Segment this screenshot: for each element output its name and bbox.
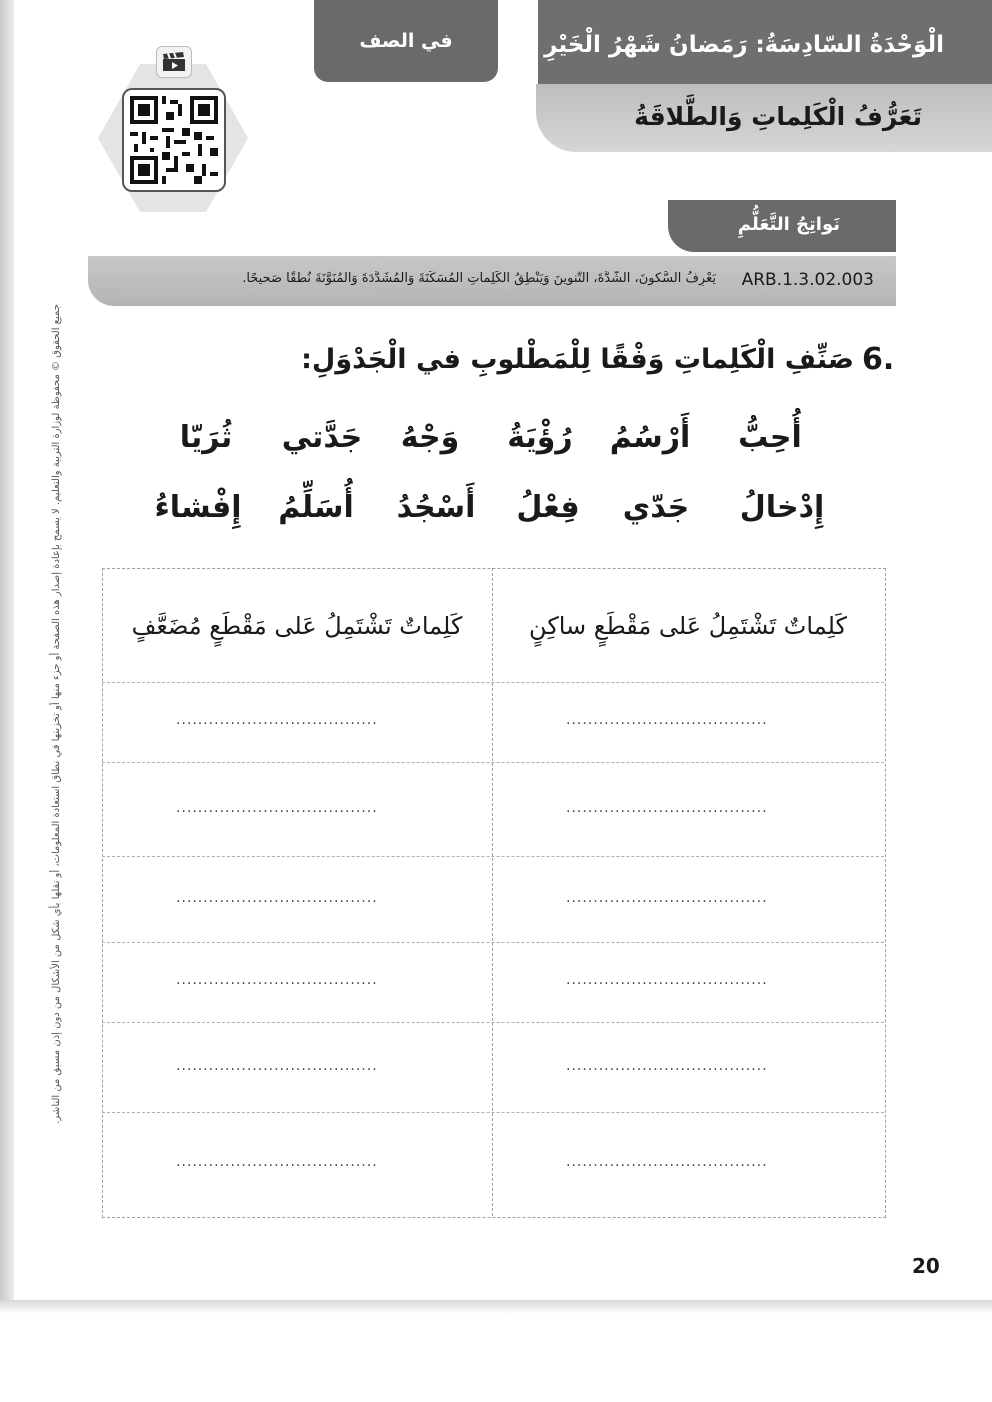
answer-blank[interactable]: .....................................: [176, 972, 378, 988]
page-edge: [0, 0, 14, 1310]
answer-blank[interactable]: .....................................: [176, 890, 378, 906]
answer-blank[interactable]: .....................................: [566, 800, 768, 816]
word-item: أُسَلِّمُ: [278, 490, 354, 525]
copyright-text: جميع الحقوق © محفوظة لوزارة التربية والتعليم. لا يسمح بإعادة إصدار هذه الصفحة أو جزء منها أو تخزينها في نطاق استعادة المعلومات، أو نقلها بأي شكل من الأشكال من دون إذن مسبق من الناشر.: [51, 304, 62, 1124]
table-header-sukun: كَلِماتٌ تَشْتَمِلُ عَلى مَقْطَعٍ ساكِنٍ: [529, 612, 847, 640]
word-item: جَدّي: [622, 490, 690, 525]
answer-blank[interactable]: .....................................: [566, 972, 768, 988]
table-header-shadda: كَلِماتٌ تَشْتَمِلُ عَلى مَقْطَعٍ مُضَعَّفٍ: [131, 612, 463, 640]
question-number: 6.: [862, 342, 895, 377]
word-item: أَرْسُمُ: [609, 420, 691, 455]
word-item: إِدْخالُ: [739, 490, 825, 525]
word-item: أَسْجُدُ: [396, 490, 476, 525]
word-item: جَدَّتي: [281, 420, 363, 455]
word-item: رُؤْيَةُ: [507, 420, 573, 455]
table-column-divider: [492, 568, 493, 1216]
learning-outcomes-bar: [88, 256, 896, 306]
learning-outcomes-label: نَواتِجُ التَّعَلُّمِ: [737, 214, 840, 235]
answer-blank[interactable]: .....................................: [566, 1058, 768, 1074]
page-bottom-shadow: [0, 1300, 992, 1314]
table-row-line: [102, 856, 884, 857]
word-item: أُحِبُّ: [738, 420, 802, 455]
answer-blank[interactable]: .....................................: [176, 800, 378, 816]
table-row-line: [102, 762, 884, 763]
lesson-title: تَعَرُّفُ الْكَلِماتِ وَالطَّلاقَةُ: [634, 102, 922, 131]
word-item: وَجْهُ: [400, 420, 460, 455]
answer-blank[interactable]: .....................................: [566, 890, 768, 906]
answer-blank[interactable]: .....................................: [176, 1154, 378, 1170]
answer-blank[interactable]: .....................................: [566, 1154, 768, 1170]
video-clapper-icon: [156, 46, 192, 78]
table-row-line: [102, 942, 884, 943]
word-item: إِفْشاءُ: [154, 490, 242, 525]
in-class-label: في الصف: [359, 30, 453, 52]
unit-banner: [538, 0, 992, 84]
in-class-tab: [314, 0, 498, 82]
question-text: صَنِّفِ الْكَلِماتِ وَفْقًا لِلْمَطْلوبِ في الْجَدْوَلِ:: [301, 344, 854, 375]
learning-outcomes-tag: [668, 200, 896, 252]
unit-title: الْوَحْدَةُ السّادِسَةُ: رَمَضانُ شَهْرُ الْخَيْرِ: [544, 32, 944, 58]
table-row-line: [102, 1112, 884, 1113]
word-item: ثُرَيّا: [179, 420, 233, 455]
page-number: 20: [912, 1254, 940, 1278]
answer-blank[interactable]: .....................................: [566, 712, 768, 728]
outcome-text: يَعْرِفُ السُّكونَ، الشَّدَّةَ، التَّنوينَ وَيَنْطِقُ الْكَلِماتِ الْمُسَكَّنَةَ وَالْمُشَدَّدَةَ وَالْمُنَوَّنَةَ نُطْقًا صَحيحًا.: [242, 271, 716, 286]
table-row-line: [102, 1022, 884, 1023]
table-row-line: [102, 682, 884, 683]
word-item: فِعْلُ: [516, 490, 580, 525]
lesson-banner: [536, 84, 992, 152]
outcome-code: ARB.1.3.02.003: [741, 270, 874, 290]
answer-blank[interactable]: .....................................: [176, 1058, 378, 1074]
answer-blank[interactable]: .....................................: [176, 712, 378, 728]
qr-code[interactable]: [122, 88, 226, 192]
